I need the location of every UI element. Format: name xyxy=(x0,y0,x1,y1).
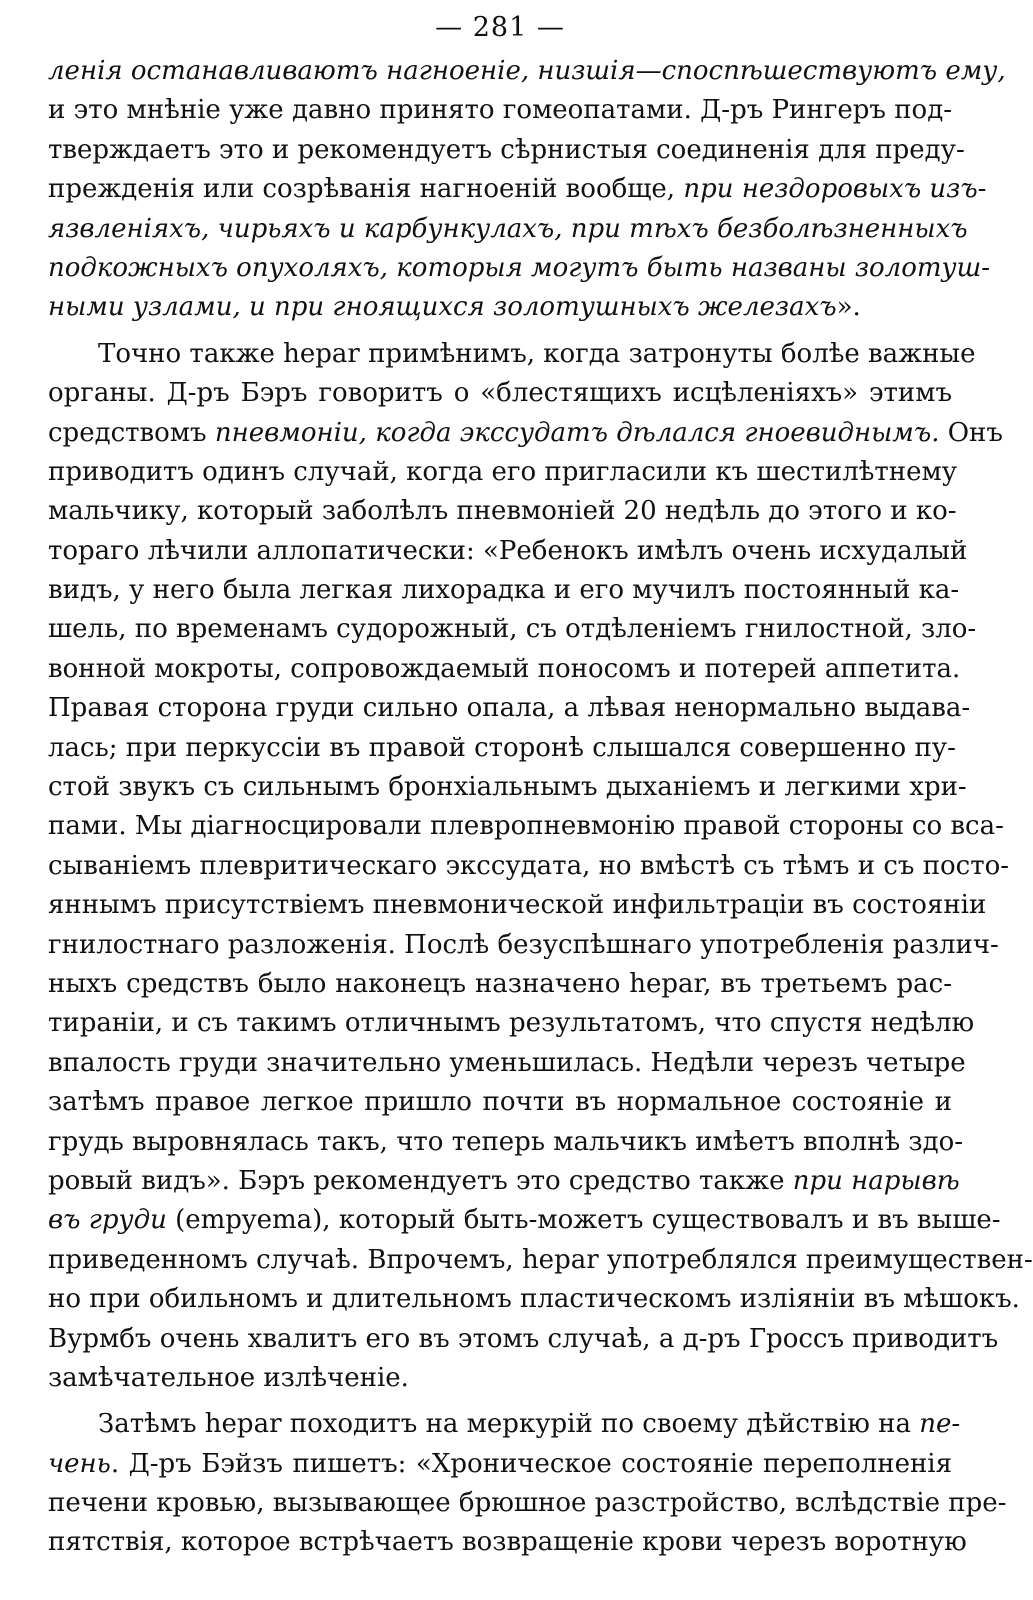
text-run: средствомъ xyxy=(48,417,215,448)
text-run: мальчику, который заболѣлъ пневмоніей 20 недѣль до этого и ко- xyxy=(48,496,957,527)
italic-run: язвленіяхъ, чирьяхъ и карбункулахъ, при тѣхъ безболѣзненныхъ xyxy=(48,213,968,244)
page-number: — 281 — xyxy=(435,12,565,43)
text-run: замѣчательное излѣченіе. xyxy=(48,1362,409,1393)
text-run: затѣмъ правое легкое пришло почти въ нормальное состояніе и xyxy=(48,1087,952,1118)
text-run: ныхъ средствъ было наконецъ назначено hepar, въ третьемъ рас- xyxy=(48,968,952,999)
paragraph-1 xyxy=(48,52,1006,328)
text-line xyxy=(48,1044,966,1083)
text-line xyxy=(48,1083,952,1122)
text-line xyxy=(48,453,958,492)
text-run: впалость груди значительно уменьшилась. Недѣли черезъ четыре xyxy=(48,1047,966,1078)
text-line xyxy=(48,532,968,571)
text-run: приводитъ одинъ случай, когда его пригласили къ шестилѣтнему xyxy=(48,456,958,487)
text-line xyxy=(48,1241,1033,1280)
text-run: стой звукъ съ сильнымъ бронхіальнымъ дыханіемъ и легкими хри- xyxy=(48,772,967,803)
text-run: тверждаетъ это и рекомендуетъ сѣрнистыя соединенія для преду- xyxy=(48,134,965,165)
text-line xyxy=(48,1445,952,1484)
italic-run: ленія останавливаютъ нагноеніе, низшія—споспѣшествуютъ ему, xyxy=(48,56,1006,86)
text-line xyxy=(48,170,987,209)
text-run: тираніи, и съ такимъ отличнымъ результатомъ, что спустя недѣлю xyxy=(48,1008,975,1039)
text-line xyxy=(48,492,957,531)
text-run: яннымъ присутствіемъ пневмонической инфильтраціи въ состояніи xyxy=(48,890,987,921)
text-line xyxy=(48,807,1004,846)
text-run: шель, по временамъ судорожный, съ отдѣленіемъ гнилостной, зло- xyxy=(48,614,977,645)
text-line xyxy=(48,249,991,288)
text-line xyxy=(48,571,960,610)
italic-run: при нарывѣ xyxy=(792,1165,960,1196)
text-run: тораго лѣчили аллопатически: «Ребенокъ имѣлъ очень исхудалый xyxy=(48,535,968,566)
text-line xyxy=(48,1123,964,1162)
text-line xyxy=(48,1320,999,1359)
text-line xyxy=(48,374,952,413)
text-run: Правая сторона груди сильно опала, а лѣвая ненормально выдава- xyxy=(48,693,971,724)
paragraph-2 xyxy=(48,335,1033,1399)
text-run: гнилостнаго разложенія. Послѣ безуспѣшнаго употребленія различ- xyxy=(48,929,999,960)
text-line xyxy=(48,965,952,1004)
text-run: сываніемъ плевритическаго экссудата, но вмѣстѣ съ тѣмъ и съ посто- xyxy=(48,850,1010,881)
text-run: прежденія или созрѣванія нагноеній вообще, xyxy=(48,174,684,205)
italic-run: въ груди xyxy=(48,1205,167,1236)
book-page xyxy=(48,8,1033,1563)
text-line xyxy=(48,131,965,170)
text-run: лась; при перкуссіи въ правой сторонѣ слышался совершенно пу- xyxy=(48,732,956,763)
text-line xyxy=(48,1523,967,1562)
text-line xyxy=(48,1280,1020,1319)
text-line xyxy=(48,414,1003,453)
text-run: органы. Д-ръ Бэръ говоритъ о «блестящихъ исцѣленіяхъ» этимъ xyxy=(48,378,952,409)
text-line xyxy=(48,650,961,689)
text-line xyxy=(48,729,956,768)
text-line xyxy=(48,1359,952,1398)
text-line xyxy=(48,1405,961,1444)
italic-run: пе- xyxy=(919,1409,961,1440)
text-run: Затѣмъ hepar походитъ на меркурій по своему дѣйствію на xyxy=(98,1409,920,1440)
italic-run: при нездоровыхъ изъ- xyxy=(683,174,987,205)
italic-run: ными узлами, и при гноящихся золотушныхъ железахъ xyxy=(48,292,837,323)
text-run: Вурмбъ очень хвалитъ его въ этомъ случаѣ, а д-ръ Гроссъ приводитъ xyxy=(48,1323,999,1354)
italic-run: чень xyxy=(48,1448,111,1479)
text-run: но при обильномъ и длительномъ пластическомъ изліяніи въ мѣшокъ. xyxy=(48,1284,1020,1315)
text-line xyxy=(48,91,952,130)
text-run: печени кровью, вызывающее брюшное разстройство, вслѣдствіе пре- xyxy=(48,1488,1007,1519)
text-run: ». xyxy=(836,292,861,323)
text-run: и это мнѣніе уже давно принято гомеопатами. Д-ръ Рингеръ под- xyxy=(48,95,952,126)
text-line xyxy=(48,288,952,327)
text-line xyxy=(48,1201,1001,1240)
text-run: ровый видъ». Бэръ рекомендуетъ это средство также xyxy=(48,1165,793,1196)
text-run: вонной мокроты, сопровождаемый поносомъ и потерей аппетита. xyxy=(48,653,961,684)
text-run: приведенномъ случаѣ. Впрочемъ, hepar употреблялся преимуществен- xyxy=(48,1244,1033,1275)
text-line xyxy=(48,689,971,728)
text-line xyxy=(48,768,967,807)
text-run: Точно также hepar примѣнимъ, когда затронуты болѣе важные xyxy=(98,338,976,369)
text-line xyxy=(48,210,968,249)
text-line xyxy=(48,1484,1007,1523)
text-run: (empyema), который быть-можетъ существовалъ и въ выше- xyxy=(166,1205,1001,1236)
text-line xyxy=(48,610,977,649)
italic-run: подкожныхъ опухоляхъ, которыя могутъ быть названы золотуш- xyxy=(48,252,991,283)
text-line xyxy=(48,335,976,374)
text-line xyxy=(48,1004,975,1043)
text-line xyxy=(48,1162,960,1201)
text-run: пятствія, которое встрѣчаетъ возвращеніе крови черезъ воротную xyxy=(48,1527,967,1558)
text-run: . Д-ръ Бэйзъ пишетъ: «Хроническое состояніе переполненія xyxy=(110,1448,952,1479)
text-run: Онъ xyxy=(939,417,1003,448)
paragraph-3 xyxy=(48,1405,1007,1563)
italic-run: пневмоніи, когда экссудатъ дѣлался гноевиднымъ. xyxy=(214,417,940,448)
text-run: пами. Мы діагносцировали плевропневмонію правой стороны со вса- xyxy=(48,811,1004,842)
text-run: видъ, у него была легкая лихорадка и его мучилъ постоянный ка- xyxy=(48,575,960,606)
body-text xyxy=(48,52,1033,1563)
text-line xyxy=(48,52,1006,91)
text-line xyxy=(48,847,1010,886)
text-line xyxy=(48,926,999,965)
text-run: грудь выровнялась такъ, что теперь мальчикъ имѣетъ вполнѣ здо- xyxy=(48,1126,964,1157)
text-line xyxy=(48,886,987,925)
